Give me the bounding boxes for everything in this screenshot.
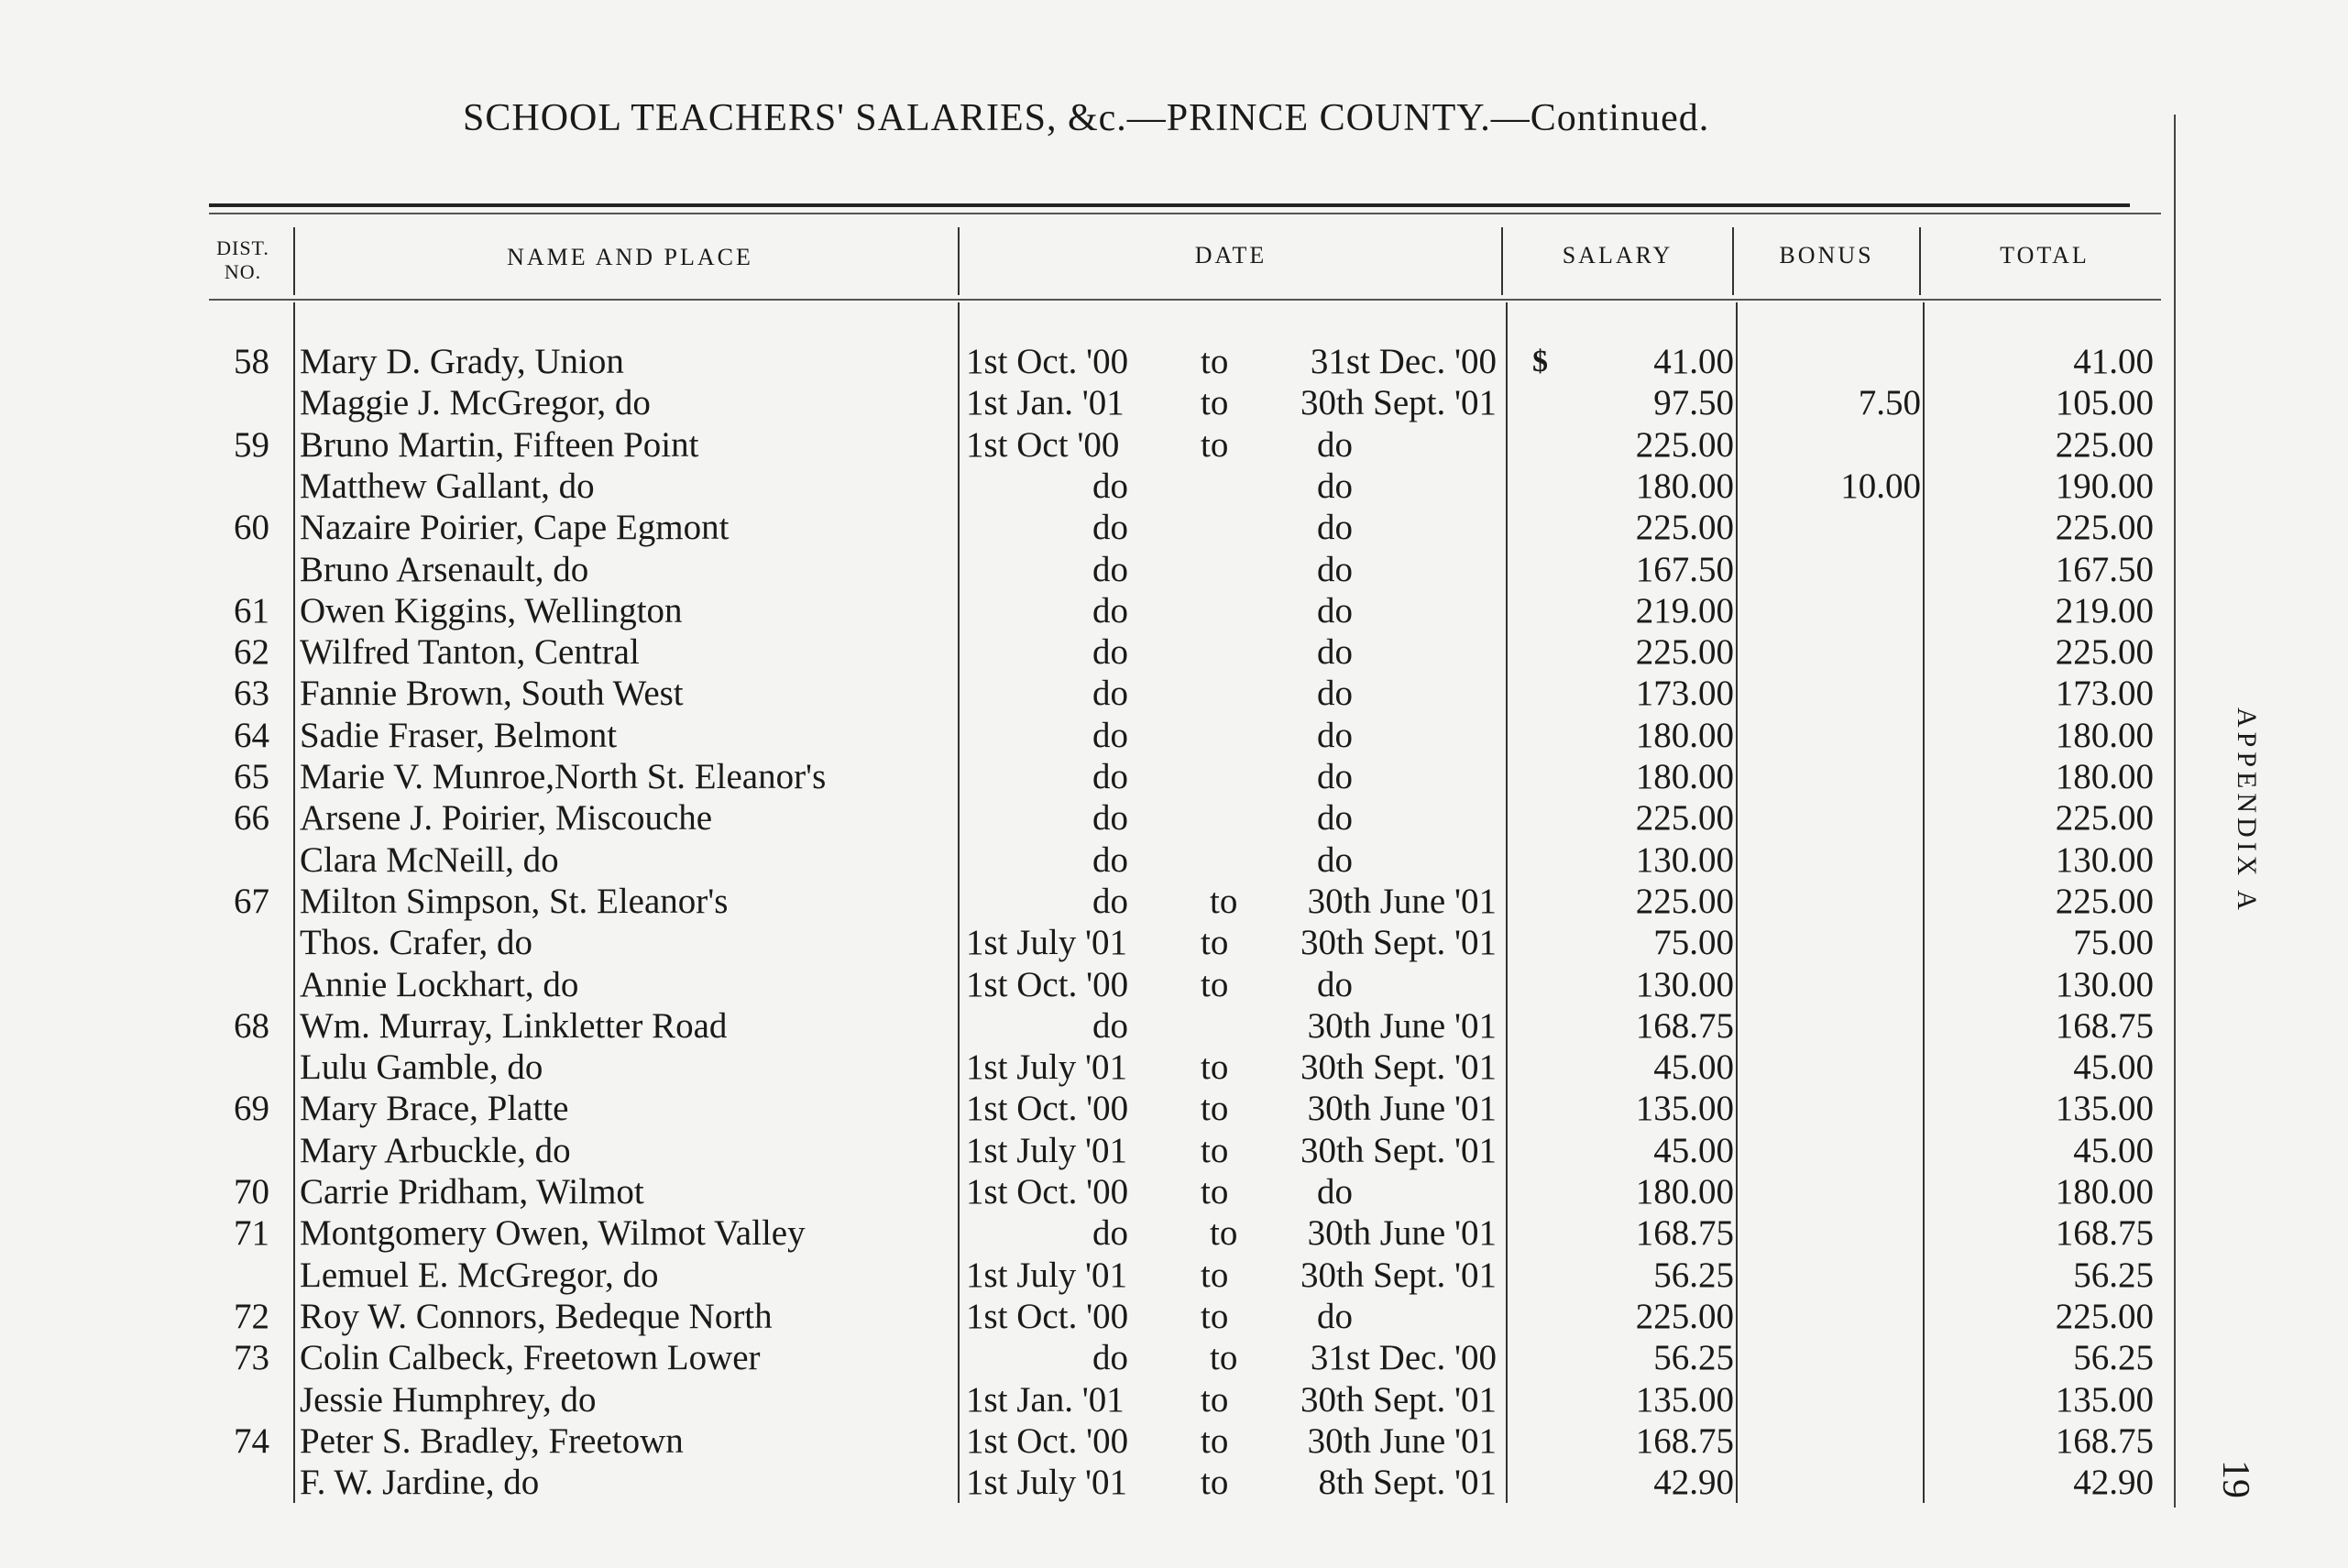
- date-until: do: [1317, 1296, 1353, 1336]
- total-value: 180.00: [2055, 757, 2154, 796]
- date-until: 30th Sept. '01: [1300, 1379, 1497, 1420]
- salary-value: 97.50: [1653, 383, 1734, 423]
- page-title: SCHOOL TEACHERS' SALARIES, &c.—PRINCE COUNTY.—Continued.: [463, 97, 1710, 139]
- salary-value: 225.00: [1635, 798, 1734, 839]
- date-from: 1st Oct. '00: [966, 1172, 1129, 1212]
- table-row: [0, 424, 2348, 466]
- total-value: 167.50: [2055, 549, 2154, 589]
- teacher-name-place: Bruno Arsenault, do: [300, 549, 589, 589]
- salary-value: 180.00: [1635, 757, 1734, 796]
- salary-value: 75.00: [1653, 923, 1734, 963]
- teacher-name-place: Clara McNeill, do: [300, 839, 559, 880]
- date-to-word: to: [1201, 1255, 1229, 1295]
- teacher-name-place: Fannie Brown, South West: [300, 674, 684, 714]
- date-from: do: [1092, 757, 1128, 796]
- table-row: [0, 1005, 2348, 1047]
- teacher-name-place: Roy W. Connors, Bedeque North: [300, 1296, 773, 1336]
- total-value: 173.00: [2055, 674, 2154, 714]
- salary-value: 225.00: [1635, 508, 1734, 548]
- table-row: [0, 673, 2348, 714]
- teacher-name-place: Carrie Pridham, Wilmot: [300, 1172, 644, 1212]
- table-row: [0, 1255, 2348, 1296]
- teacher-name-place: Mary Arbuckle, do: [300, 1130, 571, 1170]
- date-to-word: to: [1201, 1420, 1229, 1461]
- date-from: 1st July '01: [966, 923, 1128, 963]
- salary-value: 225.00: [1635, 1296, 1734, 1336]
- total-value: 225.00: [2055, 881, 2154, 921]
- teacher-name-place: Mary D. Grady, Union: [300, 342, 624, 381]
- date-from: 1st Oct. '00: [966, 1420, 1129, 1461]
- date-from: 1st Oct. '00: [966, 342, 1129, 381]
- salary-value: 167.50: [1635, 549, 1734, 589]
- header-divider-dist: [293, 227, 295, 295]
- teacher-name-place: Matthew Gallant, do: [300, 466, 595, 506]
- salary-value: 168.75: [1635, 1213, 1734, 1254]
- teacher-name-place: Colin Calbeck, Freetown Lower: [300, 1338, 761, 1378]
- dist-number: 74: [234, 1420, 269, 1461]
- date-to-word: to: [1201, 1130, 1229, 1170]
- dist-number: 73: [234, 1338, 269, 1378]
- dist-number: 65: [234, 757, 269, 796]
- dist-number: 68: [234, 1005, 269, 1046]
- table-row: [0, 1130, 2348, 1171]
- total-value: 41.00: [2073, 342, 2154, 381]
- salary-value: 180.00: [1635, 1172, 1734, 1212]
- total-value: 130.00: [2055, 964, 2154, 1004]
- date-from: 1st Jan. '01: [966, 383, 1125, 423]
- total-value: 42.90: [2073, 1463, 2154, 1503]
- header-bonus: BONUS: [1779, 242, 1874, 269]
- header-bottom-rule: [209, 299, 2161, 301]
- salary-value: 225.00: [1635, 881, 1734, 921]
- dist-number: 67: [234, 881, 269, 921]
- date-to-word: to: [1201, 923, 1229, 963]
- total-value: 180.00: [2055, 1172, 2154, 1212]
- table-row: [0, 1212, 2348, 1254]
- date-from: 1st Oct. '00: [966, 1296, 1129, 1336]
- total-value: 168.75: [2055, 1420, 2154, 1461]
- salary-value: 135.00: [1635, 1379, 1734, 1420]
- salary-value: 45.00: [1653, 1047, 1734, 1088]
- header-rule-thin: [209, 213, 2161, 214]
- date-from: do: [1092, 1338, 1128, 1378]
- date-until: do: [1317, 715, 1353, 755]
- bonus-value: 10.00: [1840, 466, 1921, 506]
- currency-symbol: $: [1532, 345, 1548, 378]
- salary-value: 45.00: [1653, 1130, 1734, 1170]
- total-value: 45.00: [2073, 1130, 2154, 1170]
- date-to-word: to: [1201, 383, 1229, 423]
- total-value: 219.00: [2055, 590, 2154, 630]
- date-to-word: to: [1201, 964, 1229, 1004]
- date-from: 1st July '01: [966, 1047, 1128, 1088]
- teacher-name-place: Mary Brace, Platte: [300, 1089, 569, 1129]
- dist-number: 59: [234, 424, 269, 465]
- date-from: do: [1092, 466, 1128, 506]
- teacher-name-place: Peter S. Bradley, Freetown: [300, 1420, 684, 1461]
- salary-value: 168.75: [1635, 1420, 1734, 1461]
- teacher-name-place: Marie V. Munroe,North St. Eleanor's: [300, 757, 827, 796]
- date-until: do: [1317, 424, 1353, 465]
- table-row: [0, 715, 2348, 756]
- date-until: 30th Sept. '01: [1300, 1130, 1497, 1170]
- dist-number: 63: [234, 674, 269, 714]
- date-until: 31st Dec. '00: [1310, 342, 1497, 381]
- date-to-word: to: [1201, 1379, 1229, 1420]
- salary-value: 219.00: [1635, 590, 1734, 630]
- date-until: 30th Sept. '01: [1300, 1047, 1497, 1088]
- page-number: 19: [2214, 1460, 2256, 1498]
- date-to-word: to: [1210, 1338, 1238, 1378]
- date-until: 31st Dec. '00: [1310, 1338, 1497, 1378]
- date-until: 30th June '01: [1307, 1420, 1497, 1461]
- date-until: 30th June '01: [1307, 1089, 1497, 1129]
- header-dist-line1: DIST.: [216, 236, 269, 259]
- total-value: 56.25: [2073, 1338, 2154, 1378]
- teacher-name-place: Wilfred Tanton, Central: [300, 632, 640, 673]
- date-until: do: [1317, 798, 1353, 839]
- date-to-word: to: [1210, 1213, 1238, 1254]
- date-from: 1st Oct '00: [966, 424, 1120, 465]
- date-until: 30th Sept. '01: [1300, 1255, 1497, 1295]
- total-value: 56.25: [2073, 1255, 2154, 1295]
- table-row: [0, 964, 2348, 1005]
- date-from: 1st July '01: [966, 1130, 1128, 1170]
- total-value: 180.00: [2055, 715, 2154, 755]
- teacher-name-place: Thos. Crafer, do: [300, 923, 533, 963]
- header-divider-name: [958, 227, 960, 295]
- table-row: [0, 756, 2348, 797]
- total-value: 225.00: [2055, 798, 2154, 839]
- date-from: do: [1092, 549, 1128, 589]
- total-value: 75.00: [2073, 923, 2154, 963]
- date-until: do: [1317, 508, 1353, 548]
- date-from: do: [1092, 674, 1128, 714]
- salary-value: 225.00: [1635, 632, 1734, 673]
- date-until: 30th June '01: [1307, 1005, 1497, 1046]
- salary-value: 56.25: [1653, 1338, 1734, 1378]
- date-until: do: [1317, 674, 1353, 714]
- teacher-name-place: Arsene J. Poirier, Miscouche: [300, 798, 713, 839]
- date-from: do: [1092, 1005, 1128, 1046]
- dist-number: 66: [234, 798, 269, 839]
- table-row: [0, 839, 2348, 881]
- date-from: 1st Jan. '01: [966, 1379, 1125, 1420]
- table-row: [0, 1047, 2348, 1088]
- date-until: do: [1317, 839, 1353, 880]
- date-to-word: to: [1201, 1172, 1229, 1212]
- date-until: do: [1317, 757, 1353, 796]
- total-value: 225.00: [2055, 424, 2154, 465]
- header-dist-no: [203, 236, 282, 284]
- date-until: 30th Sept. '01: [1300, 923, 1497, 963]
- table-row: [0, 1296, 2348, 1337]
- table-row: [0, 507, 2348, 548]
- table-row: [0, 1462, 2348, 1503]
- header-salary: SALARY: [1562, 242, 1673, 269]
- table-row: [0, 590, 2348, 631]
- dist-number: 71: [234, 1213, 269, 1254]
- salary-value: 130.00: [1635, 964, 1734, 1004]
- date-from: 1st July '01: [966, 1255, 1128, 1295]
- dist-number: 72: [234, 1296, 269, 1336]
- teacher-name-place: Sadie Fraser, Belmont: [300, 715, 618, 755]
- date-until: 30th June '01: [1307, 1213, 1497, 1254]
- date-from: do: [1092, 632, 1128, 673]
- date-from: do: [1092, 839, 1128, 880]
- date-until: do: [1317, 632, 1353, 673]
- teacher-name-place: Lemuel E. McGregor, do: [300, 1255, 659, 1295]
- date-until: do: [1317, 590, 1353, 630]
- teacher-name-place: Owen Kiggins, Wellington: [300, 590, 683, 630]
- date-from: 1st Oct. '00: [966, 1089, 1129, 1129]
- date-until: do: [1317, 466, 1353, 506]
- date-from: do: [1092, 881, 1128, 921]
- dist-number: 64: [234, 715, 269, 755]
- salary-value: 168.75: [1635, 1005, 1734, 1046]
- table-row: [0, 1420, 2348, 1462]
- table-row: [0, 549, 2348, 590]
- total-value: 45.00: [2073, 1047, 2154, 1088]
- teacher-name-place: Bruno Martin, Fifteen Point: [300, 424, 699, 465]
- salary-value: 180.00: [1635, 715, 1734, 755]
- table-row: [0, 341, 2348, 382]
- bonus-value: 7.50: [1858, 383, 1921, 423]
- salary-value: 130.00: [1635, 839, 1734, 880]
- teacher-name-place: F. W. Jardine, do: [300, 1463, 540, 1503]
- teacher-name-place: Wm. Murray, Linkletter Road: [300, 1005, 728, 1046]
- total-value: 135.00: [2055, 1379, 2154, 1420]
- dist-number: 70: [234, 1172, 269, 1212]
- teacher-name-place: Nazaire Poirier, Cape Egmont: [300, 508, 730, 548]
- date-to-word: to: [1201, 1089, 1229, 1129]
- date-to-word: to: [1201, 342, 1229, 381]
- header-name-place: NAME AND PLACE: [507, 244, 753, 270]
- date-until: 8th Sept. '01: [1318, 1463, 1497, 1503]
- date-until: do: [1317, 1172, 1353, 1212]
- date-from: 1st July '01: [966, 1463, 1128, 1503]
- total-value: 225.00: [2055, 508, 2154, 548]
- table-row: [0, 1337, 2348, 1378]
- date-to-word: to: [1210, 881, 1238, 921]
- salary-value: 180.00: [1635, 466, 1734, 506]
- date-from: do: [1092, 508, 1128, 548]
- dist-number: 60: [234, 508, 269, 548]
- table-row: [0, 631, 2348, 673]
- salary-value: 56.25: [1653, 1255, 1734, 1295]
- teacher-name-place: Maggie J. McGregor, do: [300, 383, 651, 423]
- salary-value: 225.00: [1635, 424, 1734, 465]
- header-date: DATE: [1194, 242, 1267, 269]
- date-to-word: to: [1201, 1047, 1229, 1088]
- appendix-label: APPENDIX A: [2232, 707, 2262, 915]
- header-rule-thick: [209, 203, 2130, 207]
- salary-value: 41.00: [1653, 342, 1734, 381]
- table-row: [0, 881, 2348, 922]
- date-from: do: [1092, 1213, 1128, 1254]
- salary-value: 42.90: [1653, 1463, 1734, 1503]
- dist-number: 61: [234, 590, 269, 630]
- table-row: [0, 382, 2348, 423]
- date-from: do: [1092, 590, 1128, 630]
- date-from: do: [1092, 798, 1128, 839]
- teacher-name-place: Annie Lockhart, do: [300, 964, 579, 1004]
- date-until: 30th June '01: [1307, 881, 1497, 921]
- header-dist-line2: NO.: [224, 260, 262, 283]
- total-value: 190.00: [2055, 466, 2154, 506]
- date-until: do: [1317, 549, 1353, 589]
- date-from: 1st Oct. '00: [966, 964, 1129, 1004]
- table-row: [0, 1088, 2348, 1129]
- header-total: TOTAL: [2000, 242, 2090, 269]
- table-row: [0, 797, 2348, 839]
- salary-value: 135.00: [1635, 1089, 1734, 1129]
- dist-number: 69: [234, 1089, 269, 1129]
- date-until: do: [1317, 964, 1353, 1004]
- teacher-name-place: Jessie Humphrey, do: [300, 1379, 597, 1420]
- teacher-name-place: Milton Simpson, St. Eleanor's: [300, 881, 729, 921]
- total-value: 225.00: [2055, 1296, 2154, 1336]
- date-from: do: [1092, 715, 1128, 755]
- dist-number: 62: [234, 632, 269, 673]
- table-row: [0, 922, 2348, 963]
- total-value: 168.75: [2055, 1213, 2154, 1254]
- teacher-name-place: Lulu Gamble, do: [300, 1047, 543, 1088]
- date-until: 30th Sept. '01: [1300, 383, 1497, 423]
- date-to-word: to: [1201, 1296, 1229, 1336]
- total-value: 130.00: [2055, 839, 2154, 880]
- table-row: [0, 1171, 2348, 1212]
- total-value: 168.75: [2055, 1005, 2154, 1046]
- total-value: 225.00: [2055, 632, 2154, 673]
- table-row: [0, 1379, 2348, 1420]
- teacher-name-place: Montgomery Owen, Wilmot Valley: [300, 1213, 806, 1254]
- table-row: [0, 466, 2348, 507]
- salary-value: 173.00: [1635, 674, 1734, 714]
- date-to-word: to: [1201, 424, 1229, 465]
- dist-number: 58: [234, 342, 269, 381]
- total-value: 135.00: [2055, 1089, 2154, 1129]
- total-value: 105.00: [2055, 383, 2154, 423]
- date-to-word: to: [1201, 1463, 1229, 1503]
